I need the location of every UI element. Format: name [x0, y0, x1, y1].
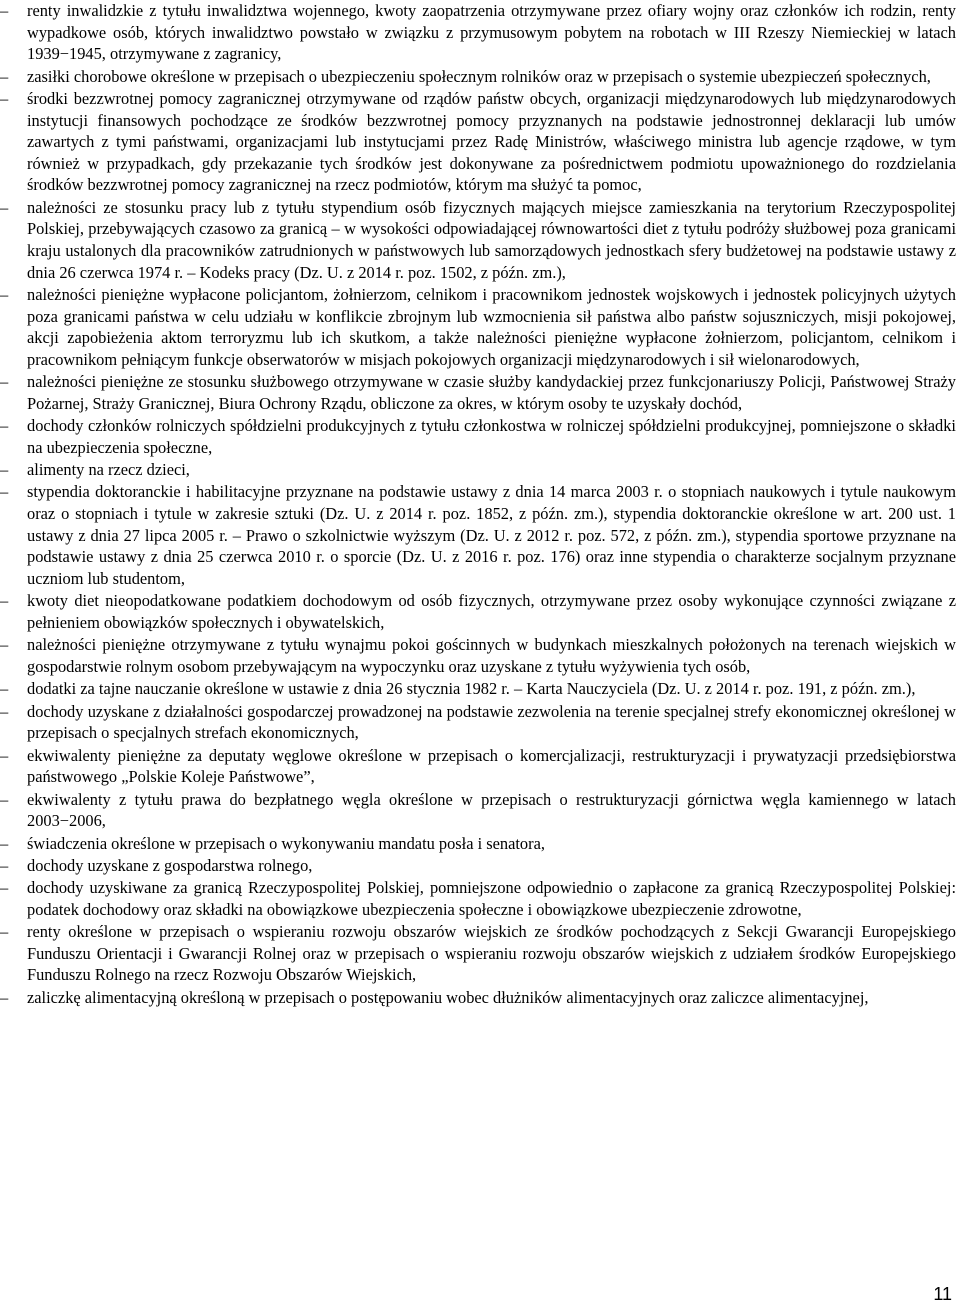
dash-bullet-icon: – [0, 66, 9, 86]
dash-bullet-icon: – [0, 745, 9, 765]
list-item-text: ekwiwalenty pieniężne za deputaty węglowe określone w przepisach o komercjalizacji, restrukturyzacji i prywatyzacji przedsiębiorstwa państwowego „Polskie Koleje Państwowe”, [27, 745, 956, 787]
dash-bullet-icon: – [0, 878, 9, 898]
list-item-text: alimenty na rzecz dzieci, [27, 460, 190, 480]
dash-bullet-icon: – [0, 987, 9, 1007]
dash-bullet-icon: – [0, 789, 9, 809]
dash-bullet-icon: – [0, 922, 9, 942]
dash-bullet-icon: – [0, 591, 9, 611]
list-item [0, 634, 956, 677]
list-item-text: należności pieniężne ze stosunku służbowego otrzymywane w czasie służby kandydackiej przez funkcjonariuszy Policji, Państwowej Straży Pożarnej, Straży Granicznej, Biura Ochrony Rządu, obliczone za okres, w którym osoby te uzyskały dochód, [27, 372, 956, 413]
list-item-text: środki bezzwrotnej pomocy zagranicznej otrzymywane od rządów państw obcych, organizacji międzynarodowych lub międzynarodowych instytucji finansowych pochodzące ze środków bezzwrotnej pomocy przyznanych na podstawie jednostronnej deklaracji lub umów zawartych z tymi państwami, organizacjami lub instytucjami przez Radę Ministrów, właściwego ministra lub agencje rządowe, w tym również w przypadkach, gdy przekazanie tych środków jest dokonywane za pośrednictwem podmiotu upoważnionego do rozdzielania środków bezzwrotnej pomocy zagranicznej na rzecz podmiotów, którym ma służyć ta pomoc, [27, 88, 956, 195]
list-item [0, 0, 956, 65]
dash-bullet-icon: – [0, 701, 9, 721]
list-item-text: renty inwalidzkie z tytułu inwalidztwa wojennego, kwoty zaopatrzenia otrzymywane przez ofiary wojny oraz członków ich rodzin, renty wypadkowe osób, których inwalidztwo powstało w związku z przymusowym pobytem na robotach w III Rzeszy Niemieckiej w latach 1939−1945, otrzymywane z zagranicy, [27, 1, 956, 64]
list-item-text: dochody członków rolniczych spółdzielni produkcyjnych z tytułu członkostwa w rolniczej spółdzielni produkcyjnej, pomniejszone o składki na ubezpieczenia społeczne, [27, 416, 956, 457]
list-item-text: należności pieniężne wypłacone policjantom, żołnierzom, celnikom i pracownikom jednostek wojskowych i jednostek policyjnych użytych poza granicami państwa w celu udziału w konflikcie zbrojnym lub wzmocnienia sił państwa albo państw sojuszniczych, misji pokojowej, akcji zapobieżenia aktom terroryzmu lub ich skutkom, a także należności pieniężne wypłacone żołnierzom, policjantom, celnikom i pracownikom pełniącym funkcje obserwatorów w misjach pokojowych organizacji międzynarodowych i sił wielonarodowych, [27, 284, 956, 369]
list-item-text: zasiłki chorobowe określone w przepisach o ubezpieczeniu społecznym rolników oraz w przepisach o systemie ubezpieczeń społecznych, [27, 66, 931, 86]
dash-bullet-icon: – [0, 197, 9, 217]
list-item-text: dochody uzyskane z działalności gospodarczej prowadzonej na podstawie zezwolenia na terenie specjalnej strefy ekonomicznej określonej w przepisach o specjalnych strefach ekonomicznych, [27, 701, 956, 743]
list-item [0, 701, 956, 744]
dash-bullet-icon: – [0, 416, 9, 436]
list-item-text: zaliczkę alimentacyjną określoną w przepisach o postępowaniu wobec dłużników alimentacyjnych oraz zaliczce alimentacyjnej, [27, 987, 869, 1007]
list-item [0, 789, 956, 832]
list-item-text: kwoty diet nieopodatkowane podatkiem dochodowym od osób fizycznych, otrzymywane przez osoby wykonujące czynności związane z pełnieniem obowiązków społecznych i obywatelskich, [27, 591, 956, 632]
list-item [0, 877, 956, 920]
list-item-text: należności ze stosunku pracy lub z tytułu stypendium osób fizycznych mających miejsce zamieszkania na terytorium Rzeczypospolitej Polskiej, przebywających czasowo za granicą – w wysokości odpowiadającej równowartości diet z tytułu podróży służbowej poza granicami kraju ustalonych dla pracowników zatrudnionych w państwowych lub samorządowych jednostkach sfery budżetowej na podstawie ustawy z dnia 26 czerwca 1974 r. – Kodeks pracy (Dz. U. z 2014 r. poz. 1502, z późn. zm.), [27, 197, 956, 282]
list-item-text: świadczenia określone w przepisach o wykonywaniu mandatu posła i senatora, [27, 833, 545, 853]
dash-bullet-icon: – [0, 855, 9, 875]
list-item [0, 66, 956, 88]
dash-bullet-icon: – [0, 833, 9, 853]
page-number: 11 [933, 1284, 952, 1304]
dash-bullet-icon: – [0, 1, 9, 20]
dash-bullet-icon: – [0, 482, 9, 502]
list-item-text: stypendia doktoranckie i habilitacyjne przyznane na podstawie ustawy z dnia 14 marca 2003 r. o stopniach naukowych i tytule naukowym oraz o stopniach i tytule w zakresie sztuki (Dz. U. z 2014 r. poz. 1852, z późn. zm.), stypendia doktoranckie określone w art. 200 ust. 1 ustawy z dnia 27 lipca 2005 r. – Prawo o szkolnictwie wyższym (Dz. U. z 2012 r. poz. 572, z późn. zm.), stypendia sportowe przyznane na podstawie ustawy z dnia 25 czerwca 2010 r. o sporcie (Dz. U. z 2016 r. poz. 176) oraz inne stypendia o charakterze socjalnym przyznane uczniom lub studentom, [27, 482, 956, 588]
dash-bullet-icon: – [0, 88, 9, 108]
list-item [0, 833, 956, 855]
dash-bullet-icon: – [0, 372, 9, 392]
list-item [0, 371, 956, 414]
list-item [0, 197, 956, 283]
list-item-text: dochody uzyskiwane za granicą Rzeczypospolitej Polskiej, pomniejszone odpowiednio o zapłacone za granicą Rzeczypospolitej Polskiej: podatek dochodowy oraz składki na obowiązkowe ubezpieczenia społeczne i obowiązkowe ubezpieczenie zdrowotne, [27, 878, 956, 919]
list-item [0, 921, 956, 986]
list-item-text: dochody uzyskane z gospodarstwa rolnego, [27, 855, 313, 875]
list-item [0, 459, 956, 481]
dash-bullet-icon: – [0, 635, 9, 655]
list-item [0, 415, 956, 458]
list-item [0, 855, 956, 877]
list-item [0, 88, 956, 196]
list-item [0, 745, 956, 788]
list-item-text: należności pieniężne otrzymywane z tytułu wynajmu pokoi gościnnych w budynkach mieszkalnych położonych na terenach wiejskich w gospodarstwie rolnym osobom przebywającym na wypoczynku oraz uzyskane z tytułu wyżywienia tych osób, [27, 635, 956, 676]
list-item [0, 284, 956, 370]
list-item [0, 678, 956, 700]
list-item [0, 590, 956, 633]
list-item [0, 481, 956, 589]
dash-bullet-icon: – [0, 679, 9, 699]
list-item-text: dodatki za tajne nauczanie określone w ustawie z dnia 26 stycznia 1982 r. – Karta Nauczyciela (Dz. U. z 2014 r. poz. 191, z późn. zm.), [27, 679, 916, 699]
list-item-text: ekwiwalenty z tytułu prawa do bezpłatnego węgla określone w przepisach o restrukturyzacji górnictwa węgla kamiennego w latach 2003−2006, [27, 789, 956, 831]
dash-bullet-icon: – [0, 460, 9, 480]
dash-bullet-icon: – [0, 284, 9, 304]
list-item [0, 987, 956, 1009]
list-item-text: renty określone w przepisach o wspieraniu rozwoju obszarów wiejskich ze środków pochodzących z Sekcji Gwarancji Europejskiego Funduszu Orientacji i Gwarancji Rolnej oraz w przepisach o wspieraniu rozwoju obszarów wiejskich z udziałem środków Europejskiego Funduszu Rolnego na rzecz Rozwoju Obszarów Wiejskich, [27, 922, 956, 985]
